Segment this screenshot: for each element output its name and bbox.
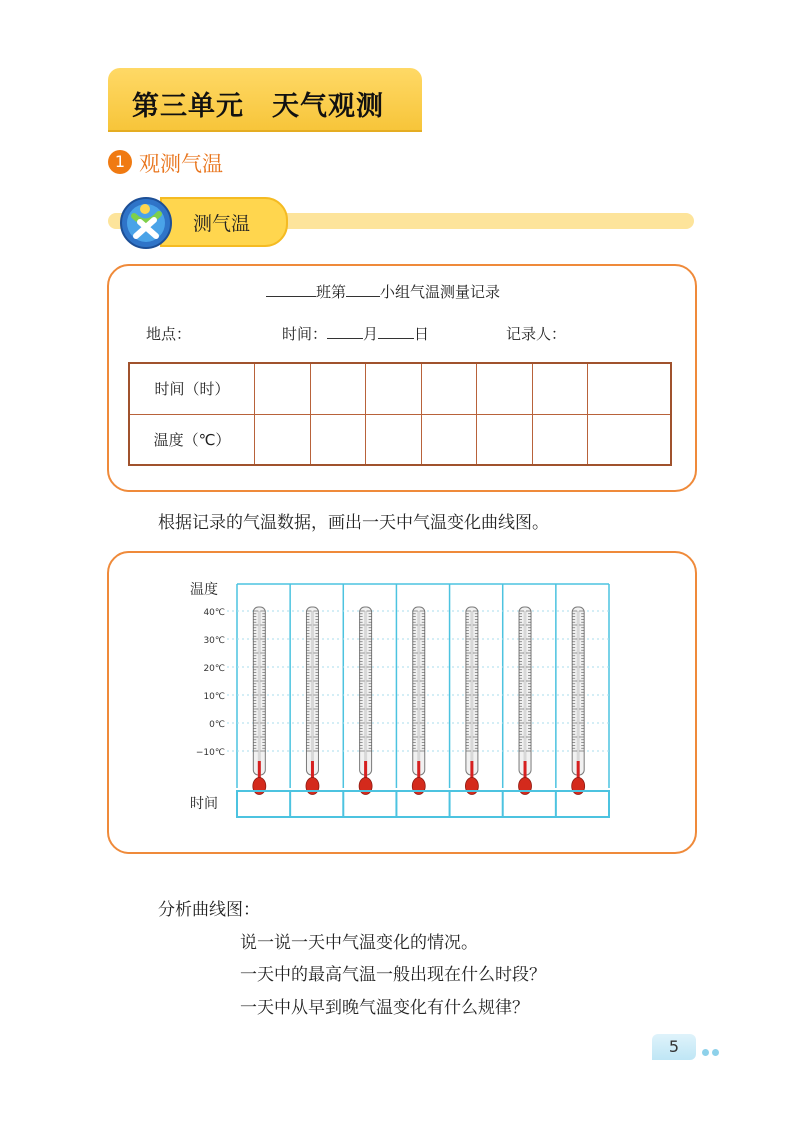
lesson-title: 观测气温 [139, 152, 223, 176]
class-blank[interactable] [266, 282, 316, 297]
time-cell[interactable] [366, 363, 422, 414]
recorder-label: 记录人： [506, 325, 567, 343]
temperature-cell[interactable] [421, 414, 477, 465]
analysis-heading: 分析曲线图： [158, 900, 260, 920]
date-field [282, 323, 429, 344]
thermometer-icon [519, 607, 532, 795]
analysis-item: 说一说一天中气温变化的情况。 [240, 933, 478, 953]
time-cell[interactable] [255, 363, 311, 414]
page-dot [712, 1049, 719, 1056]
y-tick-label: 30℃ [203, 636, 225, 646]
title-end-text: 小组气温测量记录 [380, 283, 501, 301]
time-cell[interactable] [532, 363, 588, 414]
x-axis-label: 时间 [190, 796, 218, 812]
temperature-cell[interactable] [477, 414, 533, 465]
thermometer-icon [465, 607, 478, 795]
table-row [129, 363, 671, 414]
title-mid-text: 班第 [316, 283, 347, 301]
location-label: 地点： [146, 325, 192, 343]
lesson-number-badge: 1 [108, 150, 132, 174]
y-tick-label: 10℃ [203, 692, 225, 702]
time-cell[interactable] [588, 363, 671, 414]
temperature-cell[interactable] [532, 414, 588, 465]
analysis-item: 一天中从早到晚气温变化有什么规律？ [240, 998, 529, 1018]
record-sheet-title [266, 281, 500, 302]
unit-title: 第三单元 天气观测 [132, 91, 384, 122]
time-label: 时间： [282, 325, 328, 343]
graph-instruction: 根据记录的气温数据，画出一天中气温变化曲线图。 [158, 513, 549, 533]
thermometer-icon [359, 607, 372, 795]
time-cell[interactable] [310, 363, 366, 414]
time-row-frame [237, 791, 609, 817]
day-blank[interactable] [378, 324, 414, 339]
page-dot [702, 1049, 709, 1056]
thermometers [253, 607, 585, 795]
thermometer-icon [253, 607, 266, 795]
table-row [129, 414, 671, 465]
page-number: 5 [652, 1034, 696, 1060]
month-label: 月 [363, 325, 379, 343]
record-table [128, 362, 672, 466]
analysis-item: 一天中的最高气温一般出现在什么时段？ [240, 965, 546, 985]
thermometer-icon [572, 607, 585, 795]
temperature-cell[interactable] [255, 414, 311, 465]
day-label: 日 [414, 325, 430, 343]
y-axis-label: 温度 [190, 582, 218, 598]
group-blank[interactable] [346, 282, 380, 297]
activity-mascot-icon [118, 194, 176, 252]
y-tick-label: 40℃ [203, 608, 225, 618]
y-tick-label: 20℃ [203, 664, 225, 674]
month-blank[interactable] [327, 324, 363, 339]
thermometer-icon [306, 607, 319, 795]
y-tick-label: 0℃ [209, 720, 225, 730]
temperature-cell[interactable] [588, 414, 671, 465]
time-cell[interactable] [421, 363, 477, 414]
row-header-temperature: 温度（℃） [129, 414, 255, 465]
temperature-cell[interactable] [310, 414, 366, 465]
temperature-graph [150, 570, 620, 825]
thermometer-icon [412, 607, 425, 795]
row-header-time: 时间（时） [129, 363, 255, 414]
y-tick-label: −10℃ [195, 748, 225, 758]
time-cell[interactable] [477, 363, 533, 414]
activity-label: 测气温 [193, 213, 251, 235]
time-boxes [237, 791, 609, 817]
temperature-cell[interactable] [366, 414, 422, 465]
